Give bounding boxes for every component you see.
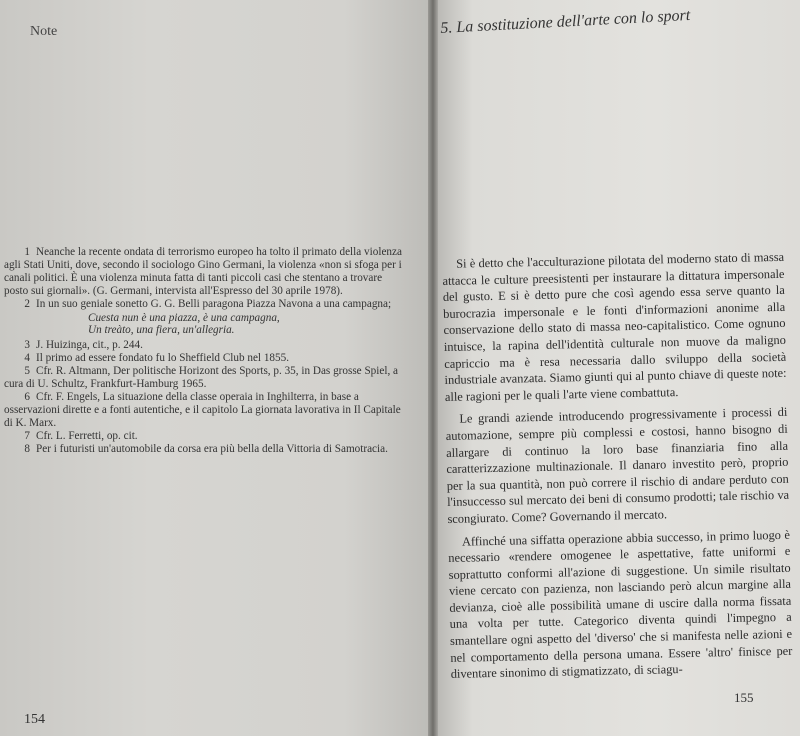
quote-line: Un treàto, una fiera, un'allegria.	[88, 324, 235, 337]
running-head: Note	[30, 24, 58, 39]
note-text: Cfr. L. Ferretti, op. cit.	[36, 429, 138, 442]
endnotes	[0, 246, 410, 456]
note-1	[0, 246, 410, 298]
note-number: 3	[24, 339, 30, 352]
note-text: Cfr. F. Engels, La situazione della classe operaia in Inghilterra, in base a osservazioni dirette e a fonti autentiche, e il capitolo La giornata lavorativa in Il Capitale di K. Marx.	[4, 390, 401, 429]
note-2	[0, 298, 410, 311]
note-text: Il primo ad essere fondato fu lo Sheffield Club nel 1855.	[36, 352, 290, 365]
paragraph: Si è detto che l'acculturazione pilotata del moderno stato di massa attacca le culture preesistenti per instaurare la dittatura impersonale del gusto. E si è detto pure che così agendo essa serve quanto la burocrazia impersonale e le fonti d'informazioni anonime alla conservazione dello stato di massa neo-capitalistico. Come ognuno intuisce, la rapina dell'identità culturale non muove da maligno capriccio ma è resa necessaria dallo sviluppo della società industriale avanzata. Siamo giunti qui al punto chiave di queste note: alle ragioni per le quali l'arte viene combattuta.	[442, 249, 787, 404]
note-text: Neanche la recente ondata di terrorismo europeo ha tolto il primato della violenza agli Stati Uniti, dove, secondo il sociologo Gino Germani, la violenza «non si sfoga per i canali politici. È una violenza minuta fatta di tanti piccoli casi che stentano a trovare posto sui giornali». (G. Germani, intervista all'Espresso del 30 aprile 1978).	[4, 246, 402, 297]
chapter-title: 5. La sostituzione dell'arte con lo sport	[440, 6, 691, 37]
note-text: J. Huizinga, cit., p. 244.	[36, 339, 143, 352]
note-number: 7	[24, 429, 30, 442]
quote-line: Cuesta nun è una piazza, è una campagna,	[88, 311, 280, 324]
note-8	[0, 443, 410, 456]
paragraph: Le grandi aziende introducendo progressivamente i processi di automazione, sempre più complessi e costosi, hanno bisogno di allargare di continuo la loro base finanziaria fino alla caratterizzazione multinazionale. Il danaro investito però, proprio per la sua quantità, non può correre il rischio di andare perduto con l'insuccesso sul mercato dei beni di consumo prodotti; tale rischio va scongiurato. Come? Governando il mercato.	[445, 405, 790, 526]
note-text: Per i futuristi un'automobile da corsa era più bella della Vittoria di Samotracia.	[36, 442, 388, 455]
note-number: 2	[24, 297, 30, 310]
note-number: 4	[24, 352, 30, 365]
note-text: In un suo geniale sonetto G. G. Belli paragona Piazza Navona a una campagna;	[36, 297, 392, 310]
note-text: Cfr. R. Altmann, Der politische Horizont des Sports, p. 35, in Das grosse Spiel, a cura di U. Schultz, Frankfurt-Hamburg 1965.	[4, 365, 399, 391]
note-number: 5	[24, 365, 30, 378]
note-number: 6	[24, 390, 30, 403]
page-number-right: 155	[734, 690, 754, 705]
paragraph: Affinché una siffatta operazione abbia successo, in primo luogo è necessario «rendere omogenee le aspettative, fatte uniformi e soprattutto conformi all'azione di suggestione. Un simile risultato viene cercato con pazienza, non lasciando però alcun margine alla devianza, cioè alle possibilità umane di uscire dalla norma fissata una volta per tutte. Categorico diventa quindi l'impegno a smantellare ogni aspetto del 'diverso' che si manifesta nelle azioni e nel comportamento della persona umana. Essere 'altro' finisce per diventare sinonimo di stigmatizzato, di sciagu-	[448, 527, 793, 682]
note-number: 8	[24, 442, 30, 455]
note-3	[0, 339, 410, 352]
note-5	[0, 365, 410, 391]
page-number-left: 154	[24, 712, 45, 727]
note-number: 1	[24, 246, 30, 258]
chapter-body	[442, 249, 793, 689]
note-4	[0, 352, 410, 365]
note-7	[0, 430, 410, 443]
note-6	[0, 391, 410, 430]
sonnet-quote	[0, 312, 410, 338]
book-gutter	[428, 0, 438, 736]
